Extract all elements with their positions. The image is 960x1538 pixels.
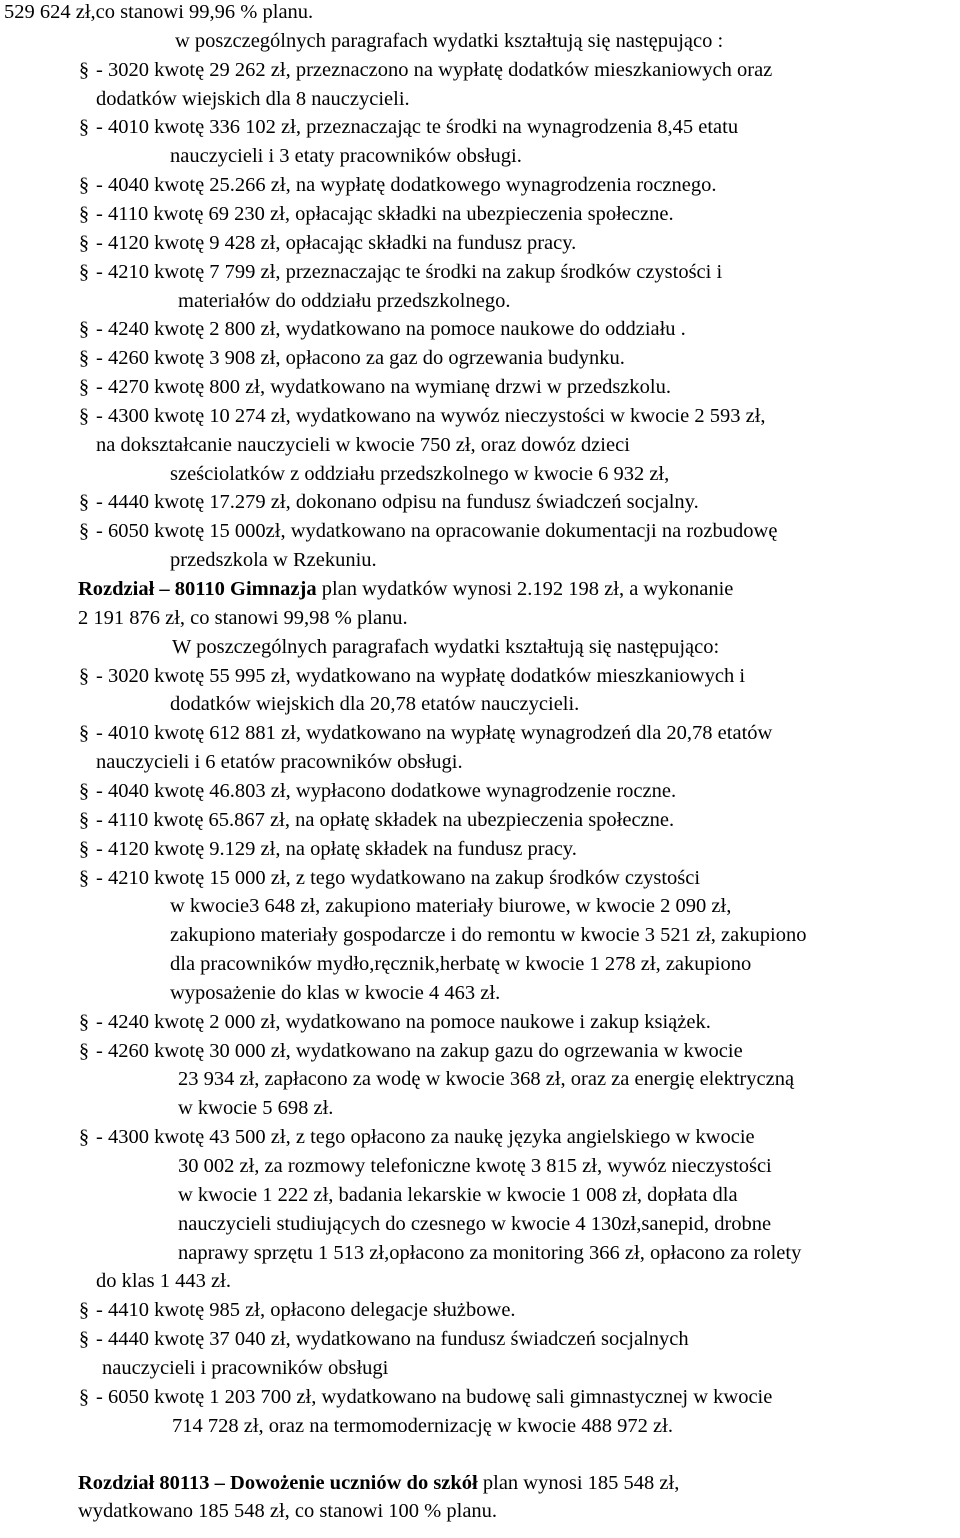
text-line [4,0,313,26]
bullet-icon: § [78,231,90,254]
bullet-icon: § [78,837,90,860]
text-line [96,517,777,545]
line-text: dodatków wiejskich dla 20,78 etatów nauczycieli. [170,693,580,716]
line-text: - 6050 kwotę 1 203 700 zł, wydatkowano na budowę sali gimnastycznej w kwocie [96,1385,773,1408]
text-line [96,373,671,401]
text-line [96,431,630,459]
text-line [102,1354,388,1382]
line-text: nauczycieli studiujących do czesnego w kwocie 4 130zł,sanepid, drobne [178,1212,772,1235]
bullet-icon: § [78,1039,90,1062]
line-text: - 4300 kwotę 10 274 zł, wydatkowano na wywóz nieczystości w kwocie 2 593 zł, [96,404,766,427]
text-line [178,1065,794,1093]
line-text: w kwocie 5 698 zł. [178,1097,334,1120]
line-text: wydatkowano 185 548 zł, co stanowi 100 % planu. [78,1500,498,1523]
line-text: plan wynosi 185 548 zł, [477,1471,680,1494]
line-text: - 4260 kwotę 3 908 zł, opłacono za gaz do ogrzewania budynku. [96,347,625,370]
line-text: w kwocie3 648 zł, zakupiono materiały biurowe, w kwocie 2 090 zł, [170,895,732,918]
text-line [96,402,766,430]
line-text: 714 728 zł, oraz na termomodernizację w kwocie 488 972 zł. [172,1414,673,1437]
line-text: zakupiono materiały gospodarcze i do remontu w kwocie 3 521 zł, zakupiono [170,924,807,947]
line-text: naprawy sprzętu 1 513 zł,opłacono za monitoring 366 zł, opłacono za rolety [178,1241,802,1264]
text-line [96,229,576,257]
line-text: plan wydatków wynosi 2.192 198 zł, a wykonanie [316,578,734,600]
text-line [96,113,738,141]
text-line [170,921,806,949]
line-text: w kwocie 1 222 zł, badania lekarskie w kwocie 1 008 zł, dopłata dla [178,1183,738,1206]
line-text: 30 002 zł, za rozmowy telefoniczne kwotę 3 815 zł, wywóz nieczystości [178,1155,772,1177]
line-text: 23 934 zł, zapłacono za wodę w kwocie 368 zł, oraz za energię elektryczną [178,1068,795,1091]
text-line [96,1296,516,1324]
text-line [170,950,751,978]
line-text: do klas 1 443 zł. [96,1270,231,1293]
text-line [96,85,410,113]
text-line [96,1008,711,1036]
bullet-icon: § [78,1299,90,1322]
line-text: - 4120 kwotę 9.129 zł, na opłatę składek na fundusz pracy. [96,837,577,860]
text-line [96,1267,231,1295]
line-text: - 4210 kwotę 7 799 zł, przeznaczając te środki na zakup środków czystości i [96,260,723,283]
text-line [178,287,510,315]
line-text: W poszczególnych paragrafach wydatki kształtują się następująco: [172,635,720,658]
line-text: - 3020 kwotę 29 262 zł, przeznaczono na wypłatę dodatków mieszkaniowych oraz [96,58,773,81]
text-line [96,200,674,228]
text-line [170,546,377,574]
text-line [175,27,723,55]
text-line [170,460,669,488]
text-line [78,604,408,632]
text-line [96,719,772,747]
text-line [178,1239,801,1267]
text-line [96,662,745,690]
text-line [96,258,722,286]
bullet-icon: § [78,779,90,802]
bullet-icon: § [78,866,90,889]
line-text: nauczycieli i 3 etaty pracowników obsługi. [170,145,522,168]
text-line [178,1152,772,1180]
bullet-icon: § [78,318,90,341]
text-line [96,1325,689,1353]
line-text: - 4240 kwotę 2 000 zł, wydatkowano na pomoce naukowe i zakup książek. [96,1010,711,1033]
line-text: - 4260 kwotę 30 000 zł, wydatkowano na zakup gazu do ogrzewania w kwocie [96,1039,743,1062]
line-text: - 4010 kwotę 612 881 zł, wydatkowano na wypłatę wynagrodzeń dla 20,78 etatów [96,722,773,745]
line-text: 2 191 876 zł, co stanowi 99,98 % planu. [78,606,408,629]
bullet-icon: § [78,376,90,399]
text-line [96,315,686,343]
line-text: - 4110 kwotę 69 230 zł, opłacając składki na ubezpieczenia społeczne. [96,202,674,225]
line-text: - 4300 kwotę 43 500 zł, z tego opłacono za naukę języka angielskiego w kwocie [96,1126,755,1149]
text-line [96,171,717,199]
bullet-icon: § [78,1385,90,1408]
text-line [96,806,674,834]
line-text: - 4210 kwotę 15 000 zł, z tego wydatkowano na zakup środków czystości [96,866,701,889]
line-text: wyposażenie do klas w kwocie 4 463 zł. [170,981,501,1004]
text-line [172,1412,673,1440]
line-text: dla pracowników mydło,ręcznik,herbatę w kwocie 1 278 zł, zakupiono [170,953,752,976]
line-text: materiałów do oddziału przedszkolnego. [178,289,511,312]
line-text: dodatków wiejskich dla 8 nauczycieli. [96,87,410,110]
line-text: przedszkola w Rzekuniu. [170,549,377,572]
line-text: - 4240 kwotę 2 800 zł, wydatkowano na pomoce naukowe do oddziału . [96,318,686,341]
text-line [170,892,731,920]
bullet-icon: § [78,491,90,514]
line-text: w poszczególnych paragrafach wydatki kształtują się następująco : [175,29,724,52]
line-text: - 3020 kwotę 55 995 zł, wydatkowano na wypłatę dodatków mieszkaniowych i [96,664,746,687]
line-text: nauczycieli i 6 etatów pracowników obsługi. [96,751,463,774]
line-text: - 4440 kwotę 17.279 zł, dokonano odpisu na fundusz świadczeń socjalny. [96,491,699,514]
text-line [96,777,676,805]
section-heading: Rozdział – 80110 Gimnazja [78,578,317,600]
bullet-icon: § [78,260,90,283]
text-line [78,1497,497,1525]
bullet-icon: § [78,808,90,831]
bullet-icon: § [78,1328,90,1351]
bullet-icon: § [78,520,90,543]
bullet-icon: § [78,722,90,745]
bullet-icon: § [78,1010,90,1033]
line-text: - 4040 kwotę 25.266 zł, na wypłatę dodatkowego wynagrodzenia rocznego. [96,174,717,197]
text-line [170,142,522,170]
text-line [96,748,463,776]
line-text: nauczycieli i pracowników obsługi [102,1356,389,1379]
bullet-icon: § [78,664,90,687]
text-line [178,1181,738,1209]
line-text: - 4120 kwotę 9 428 zł, opłacając składki na fundusz pracy. [96,231,577,254]
bullet-icon: § [78,404,90,427]
line-text: 529 624 zł,co stanowi 99,96 % planu. [4,1,314,23]
line-text: - 4270 kwotę 800 zł, wydatkowano na wymianę drzwi w przedszkolu. [96,376,671,399]
line-text: - 6050 kwotę 15 000zł, wydatkowano na opracowanie dokumentacji na rozbudowę [96,520,778,543]
bullet-icon: § [78,347,90,370]
line-text: sześciolatków z oddziału przedszkolnego w kwocie 6 932 zł, [170,462,670,485]
text-line [96,864,700,892]
line-text: - 4110 kwotę 65.867 zł, na opłatę składek na ubezpieczenia społeczne. [96,808,675,831]
text-line [78,1469,679,1497]
line-text: na dokształcanie nauczycieli w kwocie 750 zł, oraz dowóz dzieci [96,433,630,456]
line-text: - 4040 kwotę 46.803 zł, wypłacono dodatkowe wynagrodzenie roczne. [96,779,677,802]
text-line [96,1037,743,1065]
text-line [170,690,579,718]
text-line [96,1123,755,1151]
line-text: - 4010 kwotę 336 102 zł, przeznaczając te środki na wynagrodzenia 8,45 etatu [96,116,739,139]
line-text: - 4410 kwotę 985 zł, opłacono delegacje służbowe. [96,1299,516,1322]
text-line [172,633,719,661]
text-line [96,488,699,516]
bullet-icon: § [78,202,90,225]
line-text: - 4440 kwotę 37 040 zł, wydatkowano na fundusz świadczeń socjalnych [96,1328,689,1351]
bullet-icon: § [78,58,90,81]
text-line [178,1094,333,1122]
bullet-icon: § [78,1126,90,1149]
text-line [96,1383,772,1411]
bullet-icon: § [78,174,90,197]
text-line [170,979,500,1007]
bullet-icon: § [78,116,90,139]
text-line [96,56,772,84]
text-line [96,344,625,372]
text-line [178,1210,771,1238]
text-line [96,835,577,863]
text-line [78,575,733,603]
section-heading: Rozdział 80113 – Dowożenie uczniów do szkół [78,1471,478,1494]
